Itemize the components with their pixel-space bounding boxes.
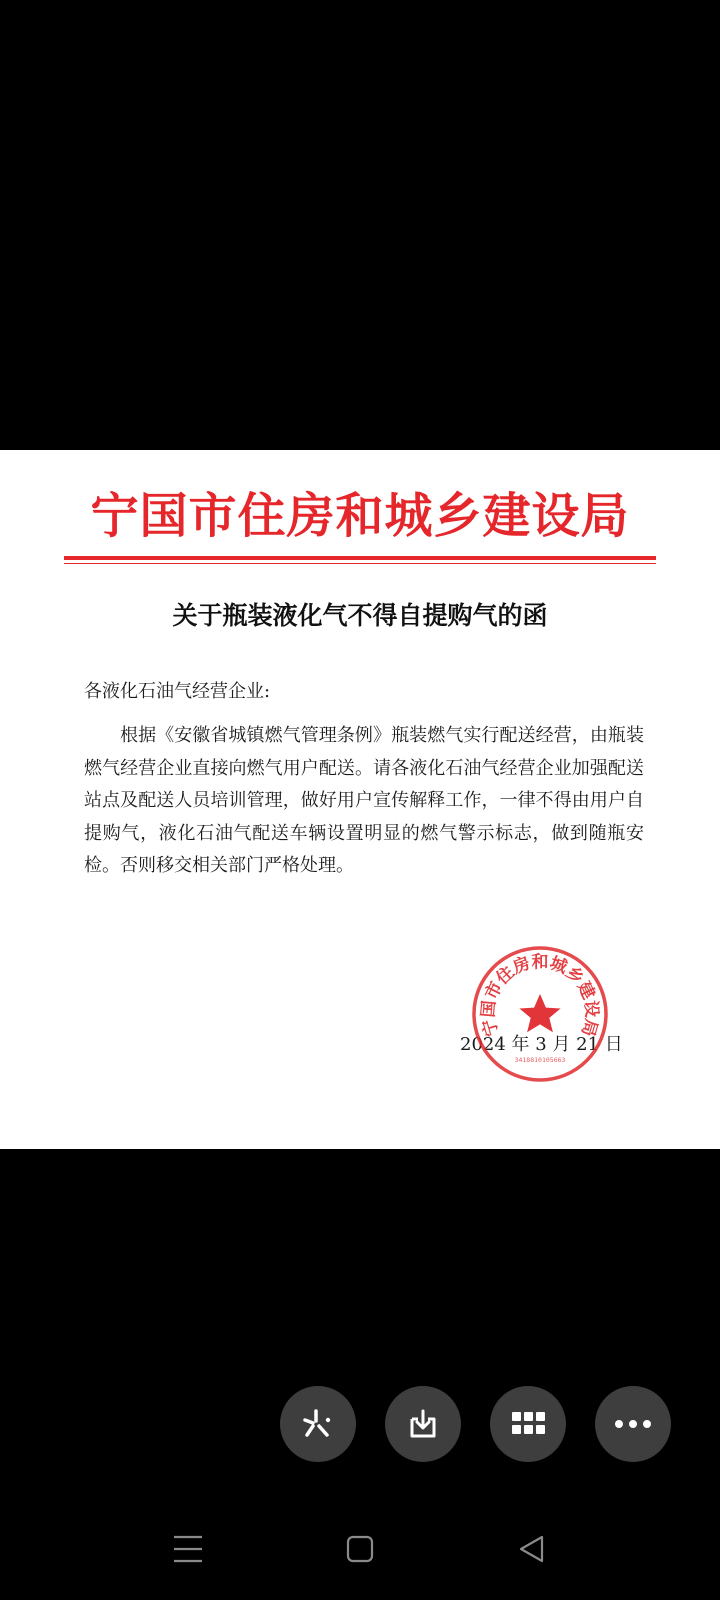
letterhead: 宁国市住房和城乡建设局 <box>90 488 630 544</box>
recipient-line: 各液化石油气经营企业: <box>84 681 271 702</box>
more-dots-icon <box>614 1419 652 1429</box>
recents-button[interactable] <box>158 1522 218 1576</box>
grid-button[interactable] <box>490 1386 566 1462</box>
seal-serial: 3418810105663 <box>514 1056 566 1064</box>
grid-icon <box>510 1410 546 1438</box>
red-star-icon <box>519 994 560 1032</box>
letterhead-rule-thin <box>64 563 656 564</box>
home-square-icon <box>345 1534 375 1564</box>
document-date: 2024 年 3 月 21 日 <box>460 1034 623 1055</box>
sparkle-icon <box>300 1406 336 1442</box>
document-image[interactable] <box>0 450 720 1149</box>
more-button[interactable] <box>595 1386 671 1462</box>
body-paragraph: 根据《安徽省城镇燃气管理条例》瓶装燃气实行配送经营，由瓶装燃气经营企业直接向燃气用户配送。请各液化石油气经营企业加强配送站点及配送人员培训管理，做好用户宣传解释工作，一律不得由用户自提购气，液化石油气配送车辆设置明显的燃气警示标志，做到随瓶安检。否则移交相关部门严格处理。 <box>84 725 644 876</box>
document-title: 关于瓶装液化气不得自提购气的函 <box>172 601 548 630</box>
viewer-controls <box>0 1386 720 1462</box>
back-triangle-icon <box>517 1534 547 1564</box>
home-button[interactable] <box>330 1522 390 1576</box>
menu-lines-icon <box>172 1534 204 1564</box>
official-seal <box>470 944 610 1084</box>
letterhead-rule-thick <box>64 556 656 560</box>
back-button[interactable] <box>502 1522 562 1576</box>
download-button[interactable] <box>385 1386 461 1462</box>
download-icon <box>406 1407 440 1441</box>
ai-sparkle-button[interactable] <box>280 1386 356 1462</box>
system-navigation-bar <box>0 1512 720 1586</box>
seal-text: 宁国市住房和城乡建设局 <box>478 952 602 1039</box>
